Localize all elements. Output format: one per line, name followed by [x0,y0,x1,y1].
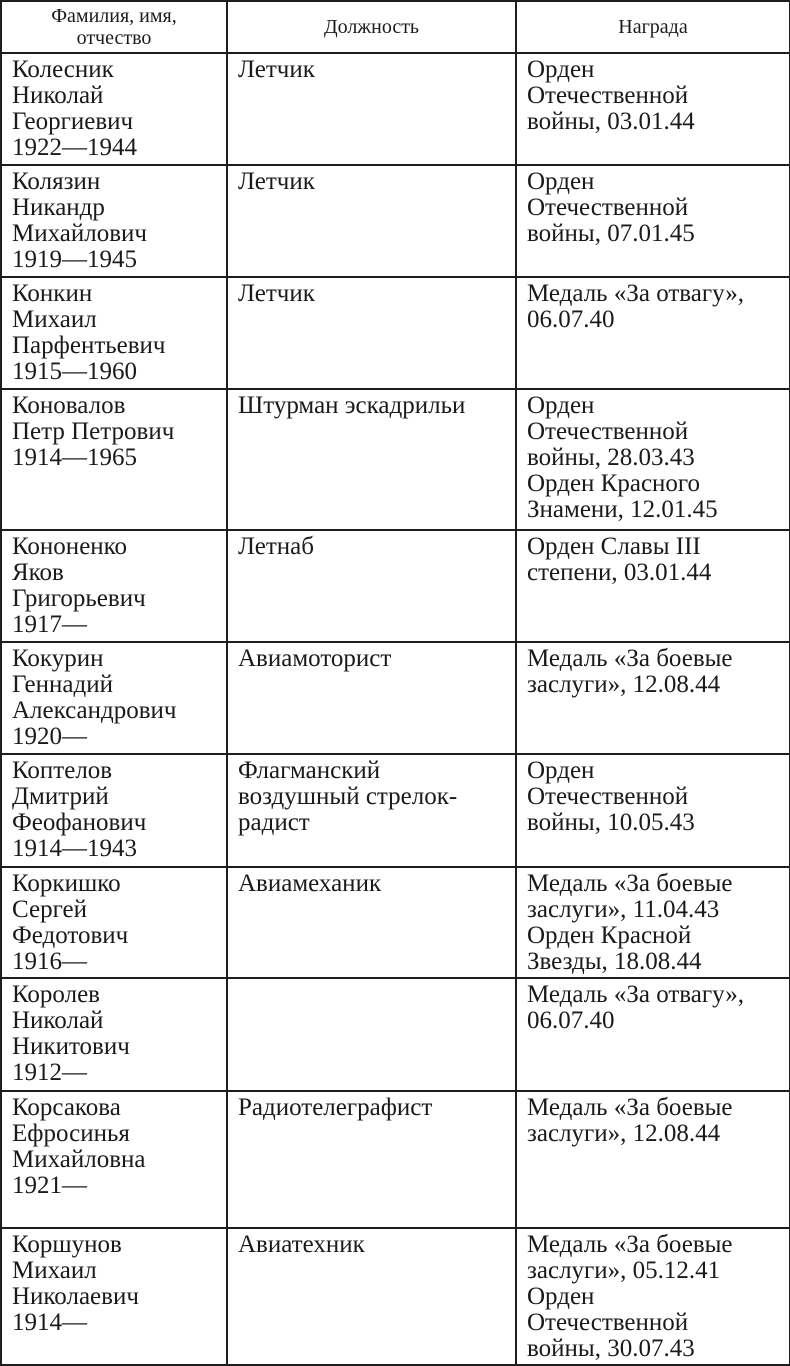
cell-position-line: воздушный стрелок- [238,783,458,810]
cell-position-line: Флагманский [238,757,381,784]
table-row [1,978,790,1091]
table-row [1,867,790,978]
cell-name-line: Петр Петрович [12,418,175,445]
cell-award-line: Орден [527,757,595,784]
cell-name [1,530,227,642]
cell-name-line: Сергей [12,896,87,923]
table-row [1,389,790,530]
cell-award-line: заслуги», 05.12.41 [527,1257,721,1284]
cell-position-line: Летчик [238,56,315,83]
cell-name-line: Александрович [12,697,177,724]
cell-award [516,867,790,978]
cell-position-line: Радиотелеграфист [238,1094,433,1121]
cell-name [1,389,227,530]
cell-name-line: Николаевич [12,1283,139,1310]
cell-award [516,53,790,165]
cell-name-line: 1916— [12,948,87,975]
cell-name-line: Коршунов [12,1231,122,1258]
cell-position [227,867,516,978]
cell-award-line: Отечественной [527,1309,689,1336]
cell-name-line: Михаил [12,1257,97,1284]
cell-position [227,1228,516,1365]
cell-award-line: 06.07.40 [527,1007,615,1034]
cell-position-line: Летнаб [238,533,315,560]
cell-name [1,53,227,165]
cell-award-line: Знамени, 12.01.45 [527,496,718,523]
cell-position [227,642,516,754]
cell-award [516,277,790,389]
cell-award [516,642,790,754]
cell-award [516,754,790,867]
cell-award-line: Отечественной [527,194,689,221]
cell-position [227,978,516,1091]
cell-award-line: заслуги», 12.08.44 [527,1120,721,1147]
header-name [1,1,227,53]
cell-name-line: Королев [12,981,100,1008]
cell-award-line: войны, 10.05.43 [527,809,695,836]
table-row [1,277,790,389]
cell-award-line: Орден Славы III [527,533,701,560]
cell-award-line: войны, 03.01.44 [527,108,695,135]
cell-position [227,277,516,389]
cell-position [227,754,516,867]
cell-name-line: Никитович [12,1033,130,1060]
cell-position-line: Летчик [238,168,315,195]
cell-position-line: Летчик [238,280,315,307]
cell-award-line: Орден [527,168,595,195]
cell-name-line: Геннадий [12,671,113,698]
cell-award-line: заслуги», 11.04.43 [527,896,720,923]
cell-award [516,1091,790,1228]
cell-name-line: Кокурин [12,645,104,672]
cell-name-line: Феофанович [12,809,147,836]
cell-name-line: 1914—1943 [12,835,137,862]
cell-name [1,1091,227,1228]
cell-name-line: Михаил [12,306,97,333]
cell-name-line: Яков [12,559,64,586]
cell-name-line: Колязин [12,168,101,195]
cell-award [516,530,790,642]
cell-award-line: Медаль «За боевые [527,1231,733,1258]
cell-award-line: Медаль «За отвагу», [527,981,744,1008]
cell-name-line: Григорьевич [12,585,146,612]
cell-name-line: 1914— [12,1309,87,1336]
cell-position [227,389,516,530]
cell-position-line: Авиамеханик [238,870,382,897]
cell-name-line: 1914—1965 [12,444,137,471]
table-row [1,642,790,754]
table-row [1,530,790,642]
cell-name [1,165,227,277]
cell-award-line: степени, 03.01.44 [527,559,712,586]
cell-award-line: Орден [527,1283,595,1310]
cell-name-line: Михайловна [12,1146,146,1173]
cell-name-line: Колесник [12,56,114,83]
header-award: Награда [516,1,790,53]
cell-name-line: Кононенко [12,533,128,560]
cell-award-line: Отечественной [527,783,689,810]
cell-position-line: Авиатехник [238,1231,365,1258]
cell-award-line: Медаль «За боевые [527,870,733,897]
cell-award-line: Медаль «За боевые [527,1094,733,1121]
cell-position [227,1091,516,1228]
cell-name-line: Николай [12,1007,104,1034]
cell-award-line: Орден [527,56,595,83]
cell-award-line: войны, 07.01.45 [527,220,695,247]
header-row [1,1,790,53]
cell-award [516,978,790,1091]
cell-name-line: Ефросинья [12,1120,130,1147]
cell-award-line: Орден Красного [527,470,701,497]
cell-award-line: Отечественной [527,82,689,109]
cell-name [1,642,227,754]
cell-award-line: Медаль «За отвагу», [527,280,744,307]
cell-name [1,1228,227,1365]
cell-award-line: Орден [527,392,595,419]
header-name-line: Фамилия, имя, [51,5,177,27]
header-name-line: отчество [76,27,152,49]
cell-name-line: Никандр [12,194,105,221]
cell-name-line: Михайлович [12,220,147,247]
cell-position [227,165,516,277]
table-row [1,1228,790,1365]
table-row [1,53,790,165]
cell-name-line: Корсакова [12,1094,121,1121]
cell-name-line: Дмитрий [12,783,109,810]
cell-award [516,1228,790,1365]
cell-award-line: войны, 30.07.43 [527,1335,695,1362]
table-row [1,754,790,867]
cell-award-line: Орден Красной [527,922,692,949]
cell-name-line: Федотович [12,922,129,949]
cell-name-line: 1920— [12,723,87,750]
cell-position-line: радист [238,809,310,836]
cell-name-line: 1921— [12,1172,87,1199]
cell-name-line: Николай [12,82,104,109]
cell-name-line: Коновалов [12,392,126,419]
cell-name-line: Коптелов [12,757,113,784]
cell-name-line: 1922—1944 [12,134,137,161]
cell-name-line: Парфентьевич [12,332,166,359]
cell-name [1,754,227,867]
cell-name-line: Георгиевич [12,108,134,135]
cell-award-line: войны, 28.03.43 [527,444,695,471]
cell-award-line: Звезды, 18.08.44 [527,948,702,975]
cell-award-line: 06.07.40 [527,306,615,333]
cell-position [227,530,516,642]
table-row [1,1091,790,1228]
cell-award-line: Медаль «За боевые [527,645,733,672]
cell-position-line: Штурман эскадрильи [238,392,466,419]
cell-name [1,867,227,978]
cell-award [516,389,790,530]
cell-name-line: 1912— [12,1059,87,1086]
cell-award-line: Отечественной [527,418,689,445]
cell-name-line: 1917— [12,611,87,638]
cell-name-line: 1919—1945 [12,246,137,273]
header-position: Должность [227,1,516,53]
cell-award-line: заслуги», 12.08.44 [527,671,721,698]
cell-name [1,277,227,389]
cell-name-line: 1915—1960 [12,358,137,385]
table-row [1,165,790,277]
cell-name-line: Конкин [12,280,93,307]
cell-name [1,978,227,1091]
cell-name-line: Коркишко [12,870,121,897]
cell-position-line: Авиамоторист [238,645,392,672]
cell-award [516,165,790,277]
cell-position [227,53,516,165]
